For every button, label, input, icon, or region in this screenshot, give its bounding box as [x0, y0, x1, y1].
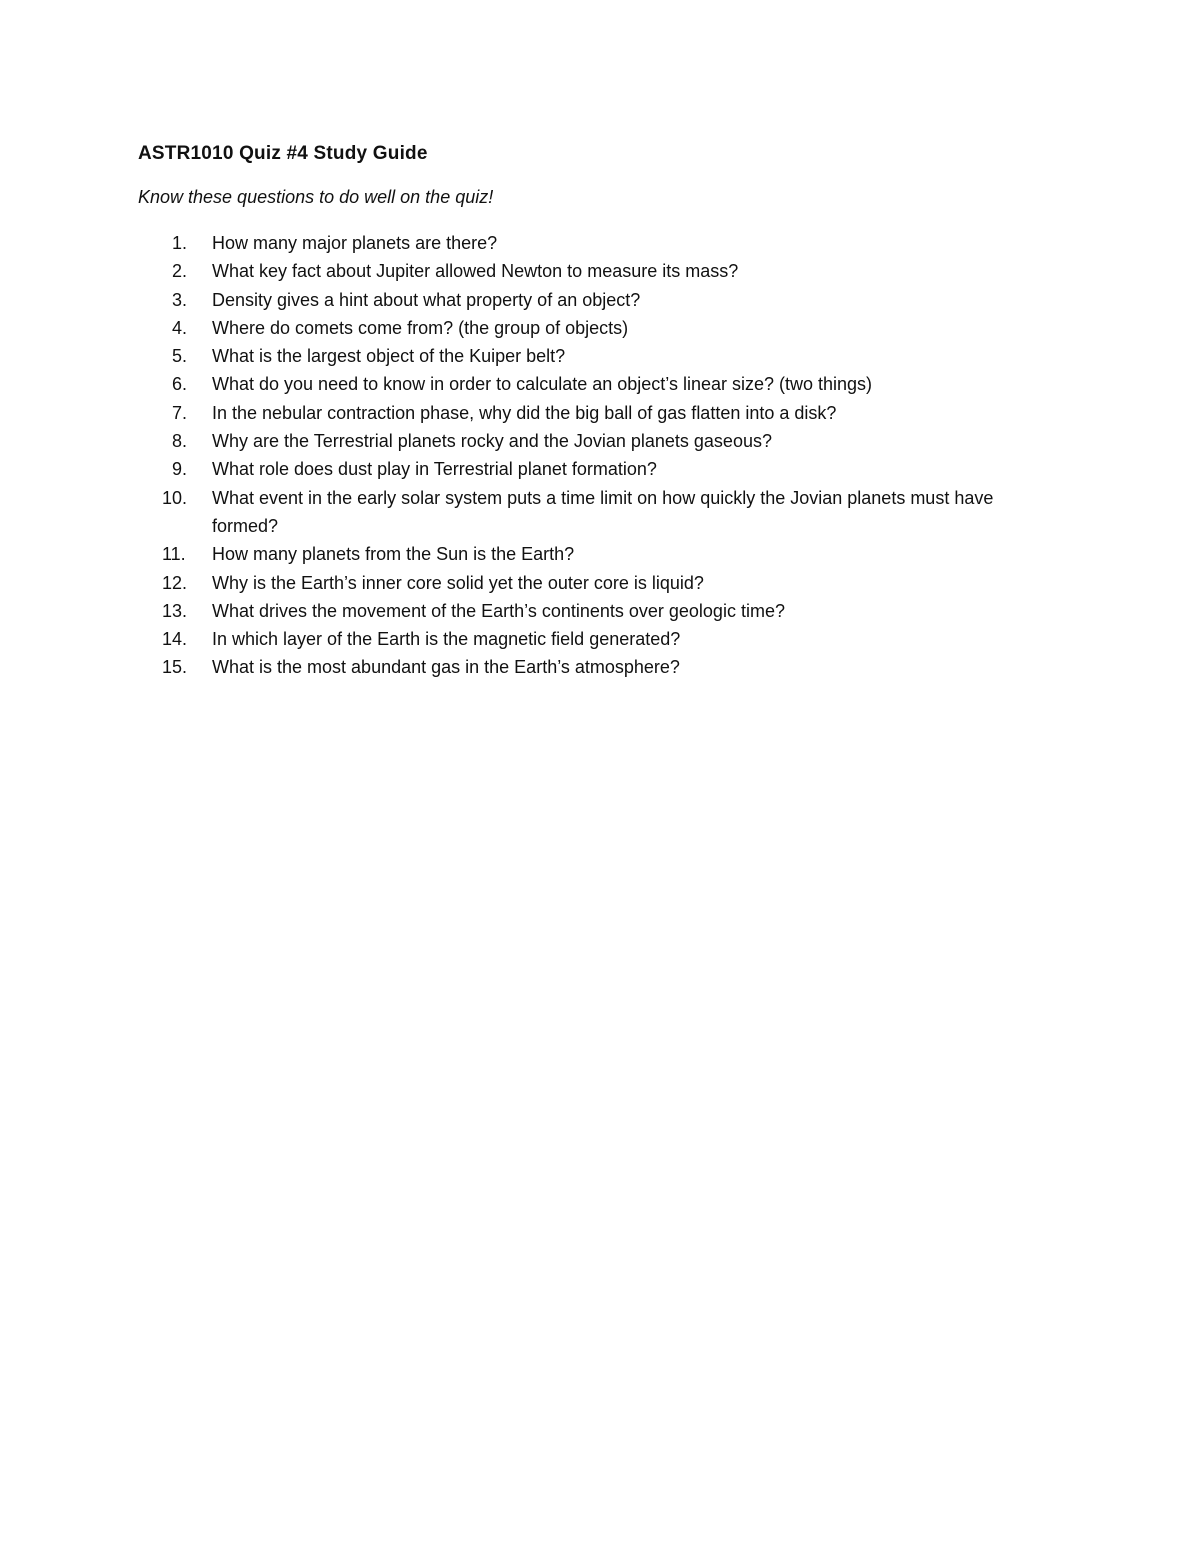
question-text: How many major planets are there?	[212, 233, 498, 253]
question-number: 14.	[162, 629, 188, 650]
question-text: What do you need to know in order to calculate an object’s linear size? (two things)	[212, 374, 873, 395]
question-text: Where do comets come from? (the group of objects)	[212, 317, 629, 338]
question-number: 13.	[162, 600, 188, 621]
question-text: What is the most abundant gas in the Earth’s atmosphere?	[212, 657, 680, 678]
question-item	[138, 257, 1038, 285]
question-item	[138, 625, 1038, 653]
question-text: How many planets from the Sun is the Earth?	[212, 544, 575, 565]
question-text: What event in the early solar system puts a time limit on how quickly the Jovian planets must have formed?	[212, 487, 994, 536]
question-item	[138, 286, 1038, 314]
question-text: In the nebular contraction phase, why did the big ball of gas flatten into a disk?	[212, 402, 837, 423]
document-subtitle: Know these questions to do well on the quiz!	[138, 187, 494, 207]
question-item	[138, 484, 1038, 541]
question-number: 8.	[172, 431, 188, 452]
question-item	[138, 427, 1038, 455]
question-item	[138, 540, 1038, 568]
question-number: 7.	[172, 402, 188, 423]
question-text: In which layer of the Earth is the magnetic field generated?	[212, 629, 681, 650]
question-number: 15.	[162, 657, 188, 678]
question-number: 3.	[172, 289, 188, 310]
question-number: 5.	[172, 346, 188, 367]
question-text: What is the largest object of the Kuiper belt?	[212, 346, 566, 367]
question-number: 2.	[172, 261, 188, 282]
question-number: 6.	[172, 374, 188, 395]
question-item	[138, 399, 1038, 427]
question-item	[138, 569, 1038, 597]
question-item	[138, 314, 1038, 342]
question-text: What role does dust play in Terrestrial planet formation?	[212, 459, 657, 480]
question-text: Why are the Terrestrial planets rocky and the Jovian planets gaseous?	[212, 431, 772, 452]
question-list	[138, 229, 1038, 682]
question-item	[138, 455, 1038, 483]
question-text: Why is the Earth’s inner core solid yet the outer core is liquid?	[212, 572, 704, 593]
question-number: 11.	[162, 544, 186, 565]
question-number: 1.	[172, 233, 188, 253]
document-title: ASTR1010 Quiz #4 Study Guide	[138, 143, 428, 164]
question-number: 9.	[172, 459, 188, 480]
question-text: What drives the movement of the Earth’s continents over geologic time?	[212, 600, 785, 621]
question-text: What key fact about Jupiter allowed Newton to measure its mass?	[212, 261, 739, 282]
question-item	[138, 597, 1038, 625]
question-number: 4.	[172, 317, 188, 338]
question-item	[138, 370, 1038, 398]
question-item	[138, 653, 1038, 681]
question-item	[138, 229, 1038, 257]
question-text: Density gives a hint about what property of an object?	[212, 289, 641, 310]
question-number: 12.	[162, 572, 188, 593]
question-number: 10.	[162, 487, 188, 508]
question-item	[138, 342, 1038, 370]
